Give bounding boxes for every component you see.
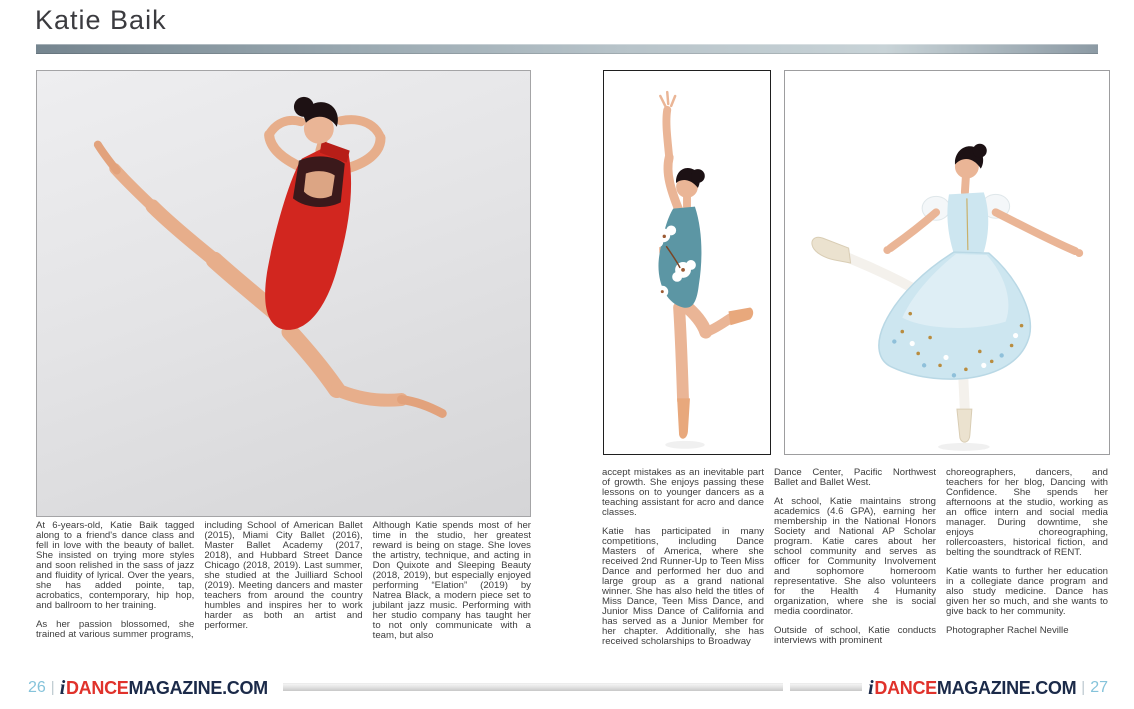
dancer-red-illustration — [37, 71, 530, 516]
page-title: Katie Baik — [35, 5, 167, 35]
footer-divider-bar-right — [790, 683, 862, 691]
article-text-left-page — [36, 521, 531, 650]
footer-left — [28, 677, 268, 699]
footer-divider-bar-left — [283, 683, 783, 691]
paragraph: As her passion blossomed, she trained at various summer programs, — [36, 619, 195, 640]
logo-magazine: MAGAZINE.COM — [936, 677, 1077, 698]
magazine-logo — [868, 677, 1076, 700]
paragraph: Katie has participated in many competitions, including Dance Masters of America, where she received 2nd Runner-Up to Teen Miss Dance and performed her duo and large group as a grand national winner. She has also held the titles of Miss Dance, Teen Miss Dance, and Junior Miss Dance of California and has served as a Junior Member for her chapter. Additionally, she has received scholarships to Broadway — [602, 526, 764, 647]
title-divider-bar — [36, 44, 1098, 54]
page-number-left: 26 — [28, 679, 46, 696]
logo-magazine: MAGAZINE.COM — [128, 677, 268, 698]
paragraph: Dance Center, Pacific Northwest Ballet and Ballet West. — [774, 467, 936, 488]
text-column-2 — [204, 521, 362, 650]
text-column-4 — [602, 468, 764, 656]
photo-red-leotard-leap — [36, 70, 531, 517]
photo-blue-tutu — [784, 70, 1110, 455]
paragraph: At 6-years-old, Katie Baik tagged along to a friend's dance class and fell in love with the beauty of ballet. She insisted on trying more styles and soon relished in the sass of jazz and fluidity of lyrical. Over the years, she has added pointe, tap, acrobatics, contemporary, hip hop, and ballroom to her training. — [36, 520, 195, 611]
paragraph: Although Katie spends most of her time in the studio, her greatest reward is being on stage. She loves the artistry, technique, and acting in Don Quixote and Sleeping Beauty (2018, 2019), but especially enjoyed performing “Elation” (2019) by Natrea Black, a modern piece set to jubilant jazz music. Performing with her studio company has taught her to not only communicate with a team, but also — [372, 520, 531, 641]
logo-i: i — [59, 676, 65, 699]
page-number-right: 27 — [1090, 679, 1108, 696]
dancer-tutu-illustration — [785, 71, 1109, 454]
paragraph: Photographer Rachel Neville — [946, 625, 1069, 636]
paragraph: accept mistakes as an inevitable part of growth. She enjoys passing these lessons on to younger dancers as a teaching assistant for acro and dance classes. — [602, 467, 764, 518]
paragraph: At school, Katie maintains strong academics (4.6 GPA), earning her membership in the National Honors Society and National AP Scholar program. Katie cares about her school community and serves as officer for Community Involvement and sophomore homeroom representative. She also volunteers for the Health 4 Humanity organization, where she is social media coordinator. — [774, 496, 936, 617]
article-text-right-page — [602, 468, 1108, 656]
logo-i: i — [868, 676, 874, 699]
text-column-1 — [36, 521, 194, 650]
text-column-3 — [373, 521, 531, 650]
text-column-5 — [774, 468, 936, 656]
photo-teal-floral-leotard — [603, 70, 771, 455]
logo-dance: DANCE — [874, 677, 937, 698]
footer-right — [868, 677, 1108, 699]
magazine-logo — [60, 677, 268, 700]
dancer-teal-illustration — [604, 71, 770, 454]
paragraph: including School of American Ballet (2015), Miami City Ballet (2016), Master Ballet Academy (2017, 2018), and Hubbard Street Dance Chicago (2018, 2019). Last summer, she studied at the Juilliard School (2019). Meeting dancers and master teachers from around the country humbles and inspires her to work harder as both an artist and performer. — [204, 520, 363, 631]
paragraph: Katie wants to further her education in a collegiate dance program and also study medicine. Dance has given her so much, and she wants to give back to her community. — [946, 566, 1108, 617]
logo-dance: DANCE — [65, 677, 129, 698]
footer-separator: | — [50, 678, 55, 696]
paragraph: choreographers, dancers, and teachers for her blog, Dancing with Confidence. She spends her afternoons at the studio, working as an office intern and social media manager. During downtime, she enjoys choreographing, rollercoasters, historical fiction, and belting the soundtrack of RENT. — [946, 467, 1108, 558]
text-column-6 — [946, 468, 1108, 656]
footer-separator: | — [1081, 678, 1086, 696]
paragraph: Outside of school, Katie conducts interviews with prominent — [774, 625, 936, 646]
